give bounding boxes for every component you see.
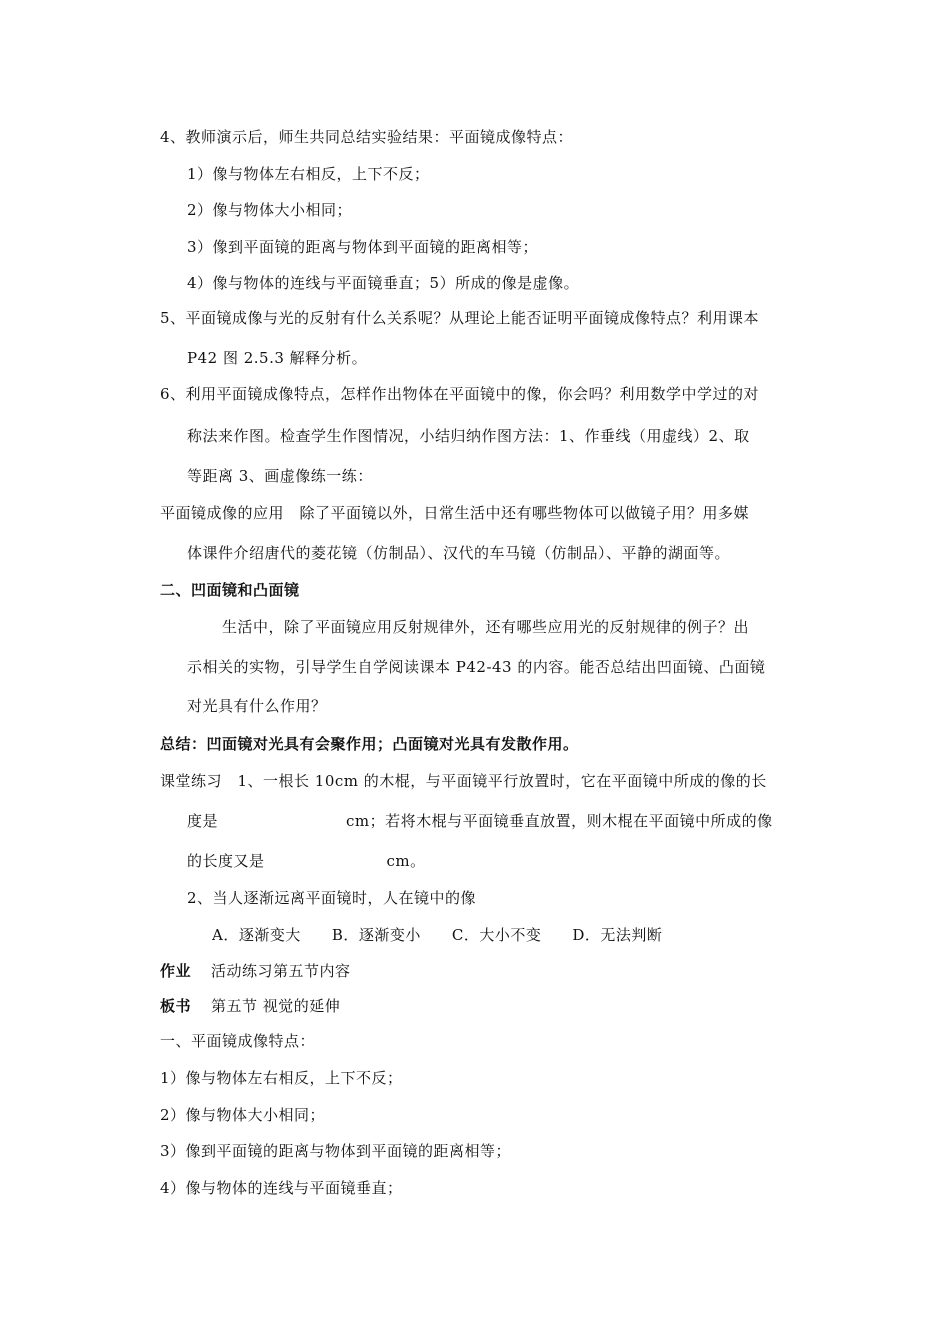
concave-convex-continued-2: 对光具有什么作用？ — [187, 697, 327, 715]
homework-label: 作业 — [160, 962, 192, 980]
application-continued: 体课件介绍唐代的菱花镜（仿制品）、汉代的车马镜（仿制品）、平静的湖面等。 — [187, 544, 731, 562]
board-content: 第五节 视觉的延伸 — [211, 997, 341, 1015]
summary-text: 总结：凹面镜对光具有会聚作用；凸面镜对光具有发散作用。 — [160, 735, 579, 753]
item-5-continued: P42 图 2.5.3 解释分析。 — [187, 349, 368, 367]
exercise-1-suffix: cm；若将木棍与平面镜垂直放置，则木棍在平面镜中所成的像 — [346, 812, 773, 830]
exercise-1-continued-2 — [187, 851, 426, 871]
exercise-1-prefix: 度是 — [187, 812, 219, 830]
homework-content: 活动练习第五节内容 — [211, 962, 351, 980]
item-6-text: 6、利用平面镜成像特点，怎样作出物体在平面镜中的像，你会吗？利用数学中学过的对 — [160, 385, 760, 403]
exercise-1-prefix-2: 的长度又是 — [187, 852, 265, 870]
concave-convex-continued-1: 示相关的实物，引导学生自学阅读课本 P42-43 的内容。能否总结出凹面镜、凸面镜 — [187, 658, 766, 676]
board-line — [160, 996, 340, 1016]
exercise-1-continued-1 — [187, 811, 773, 831]
section-heading-concave-convex: 二、凹面镜和凸面镜 — [160, 581, 300, 599]
concave-convex-intro: 生活中，除了平面镜应用反射规律外，还有哪些应用光的反射规律的例子？出 — [222, 618, 750, 636]
feature-1: 1）像与物体左右相反，上下不反； — [187, 165, 430, 183]
item-6-continued-1: 称法来作图。检查学生作图情况，小结归纳作图方法：1、作垂线（用虚线）2、取 — [187, 427, 750, 445]
item-5-text: 5、平面镜成像与光的反射有什么关系呢？从理论上能否证明平面镜成像特点？利用课本 — [160, 309, 760, 327]
exercise-2-text: 2、当人逐渐远离平面镜时，人在镜中的像 — [187, 889, 477, 907]
board-heading: 一、平面镜成像特点： — [160, 1032, 316, 1050]
board-label: 板书 — [160, 997, 192, 1015]
item-6-continued-2: 等距离 3、画虚像练一练： — [187, 467, 373, 485]
feature-4-5: 4）像与物体的连线与平面镜垂直；5）所成的像是虚像。 — [187, 274, 580, 292]
feature-3: 3）像到平面镜的距离与物体到平面镜的距离相等； — [187, 238, 539, 256]
exercise-1-text: 课堂练习 1、一根长 10cm 的木棍，与平面镜平行放置时，它在平面镜中所成的像的长 — [160, 772, 767, 790]
board-feature-1: 1）像与物体左右相反，上下不反； — [160, 1069, 403, 1087]
item-4-text: 4、教师演示后，师生共同总结实验结果：平面镜成像特点： — [160, 128, 574, 146]
board-feature-2: 2）像与物体大小相同； — [160, 1106, 326, 1124]
exercise-2-options: A．逐渐变大 B．逐渐变小 C．大小不变 D．无法判断 — [212, 926, 663, 944]
board-feature-3: 3）像到平面镜的距离与物体到平面镜的距离相等； — [160, 1142, 512, 1160]
homework-line — [160, 961, 351, 981]
board-feature-4: 4）像与物体的连线与平面镜垂直； — [160, 1179, 403, 1197]
application-text: 平面镜成像的应用 除了平面镜以外，日常生活中还有哪些物体可以做镜子用？用多媒 — [160, 504, 750, 522]
exercise-1-unit: cm。 — [386, 852, 426, 870]
feature-2: 2）像与物体大小相同； — [187, 201, 353, 219]
